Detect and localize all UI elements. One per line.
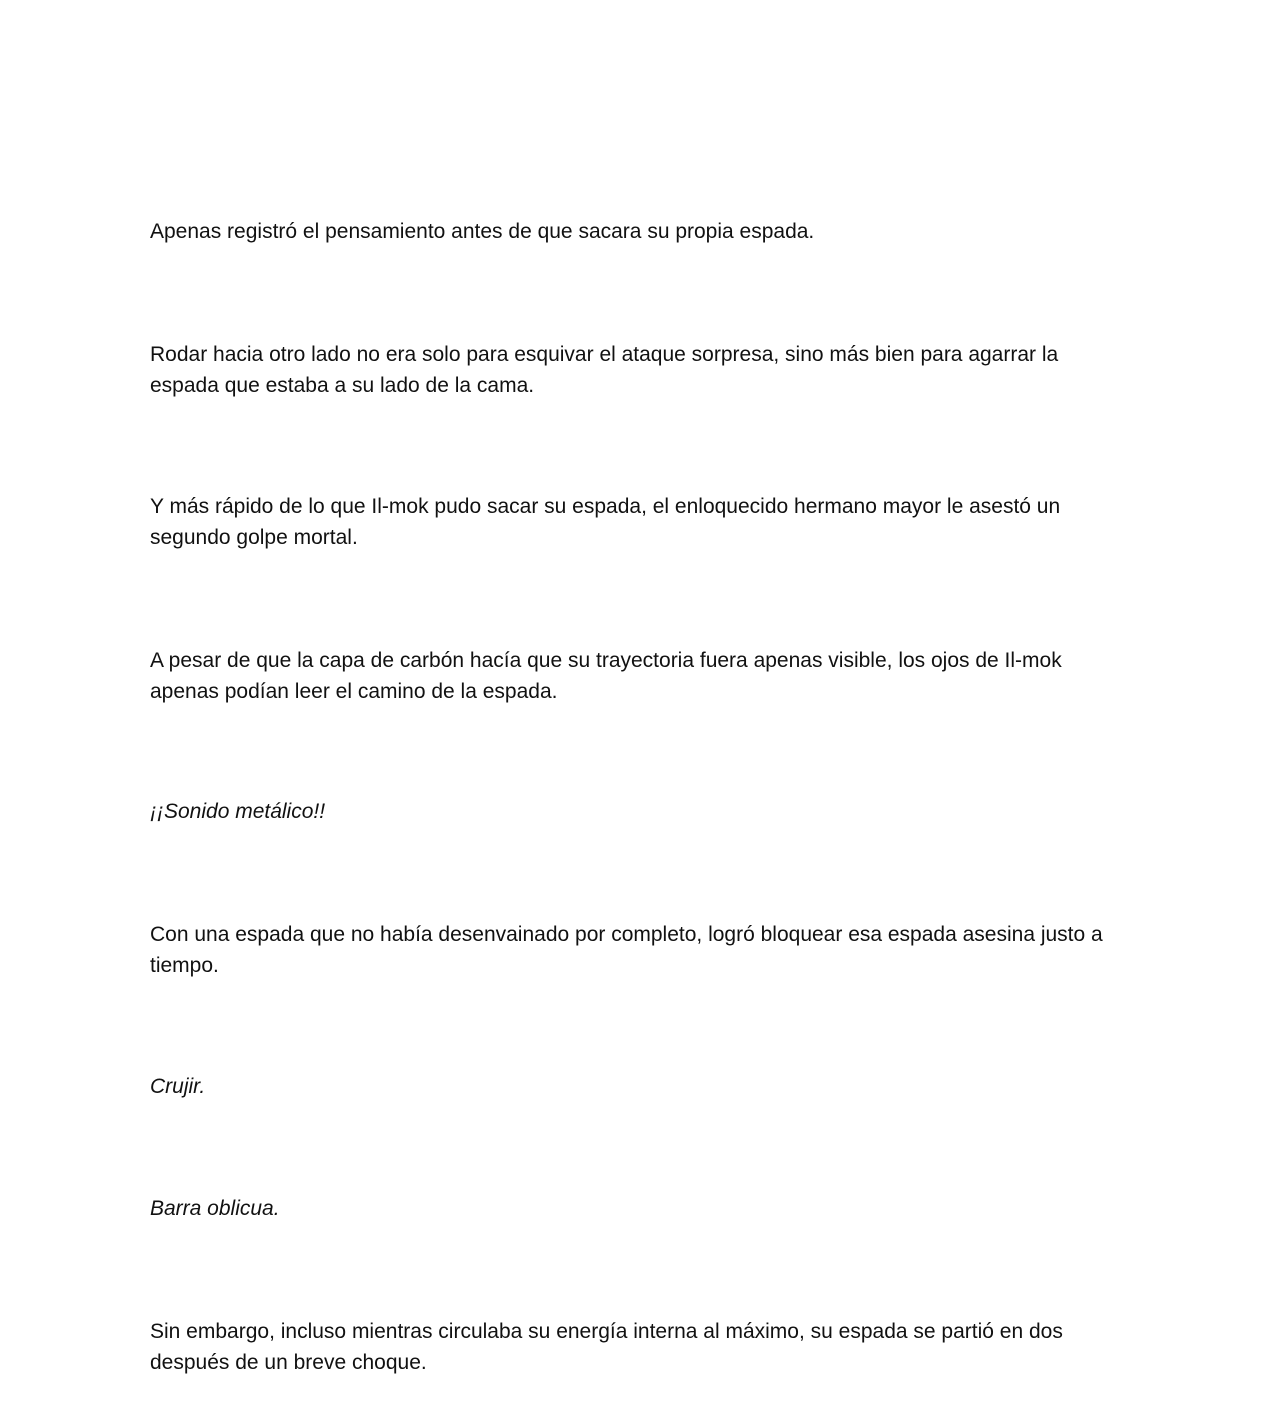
sound-effect-paragraph: Crujir.: [150, 1075, 206, 1098]
sound-effect-paragraph: ¡¡Sonido metálico!!: [150, 800, 326, 823]
paragraph: Y más rápido de lo que Il-mok pudo sacar su espada, el enloquecido hermano mayor le asestó un segundo golpe mortal.: [150, 495, 1061, 549]
sound-effect-paragraph: Barra oblicua.: [150, 1197, 280, 1220]
paragraph: Sin embargo, incluso mientras circulaba su energía interna al máximo, su espada se partió en dos después de un breve choque.: [150, 1320, 1063, 1374]
paragraph: Con una espada que no había desenvainado por completo, logró bloquear esa espada asesina justo a tiempo.: [150, 923, 1103, 977]
paragraph: Rodar hacia otro lado no era solo para esquivar el ataque sorpresa, sino más bien para agarrar la espada que estaba a su lado de la cama.: [150, 343, 1059, 397]
paragraph: A pesar de que la capa de carbón hacía que su trayectoria fuera apenas visible, los ojos de Il-mok apenas podían leer el camino de la espada.: [150, 649, 1062, 703]
paragraph: Apenas registró el pensamiento antes de que sacara su propia espada.: [150, 220, 815, 243]
